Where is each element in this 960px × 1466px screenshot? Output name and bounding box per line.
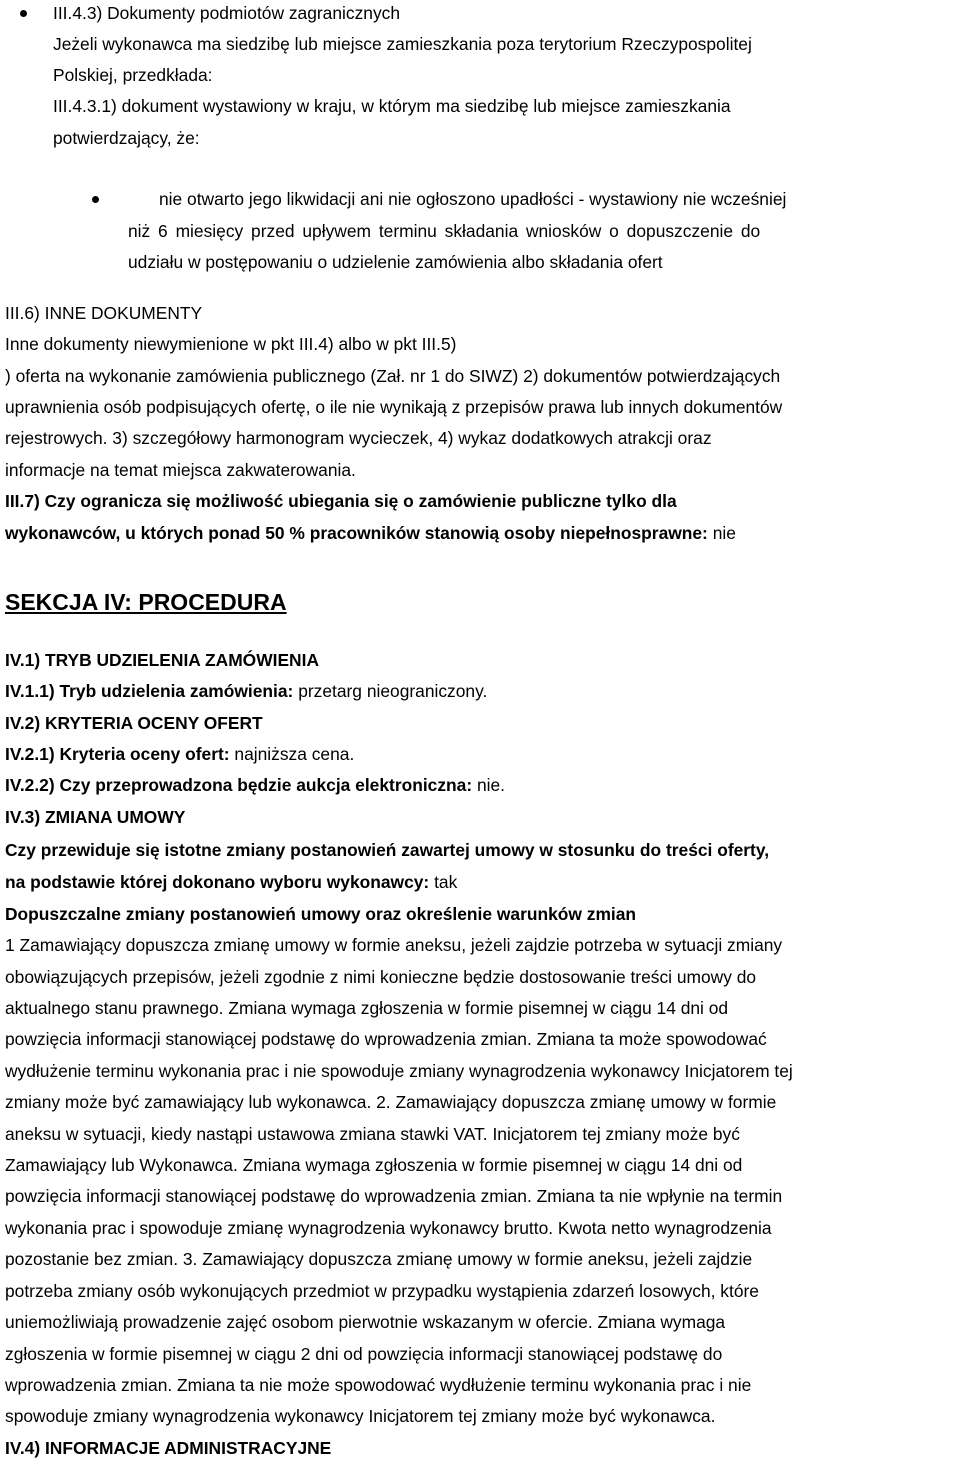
bullet-icon	[92, 196, 99, 203]
section-iv3-question-line2-row	[5, 871, 457, 893]
bullet-icon	[20, 10, 27, 17]
paragraph-line: aktualnego stanu prawnego. Zmiana wymaga zgłoszenia w formie pisemnej w ciągu 14 dni od	[5, 998, 729, 1018]
section-iv3-subtitle: Dopuszczalne zmiany postanowień umowy oraz określenie warunków zmian	[5, 904, 637, 924]
section-iii6-line5: informacje na temat miejsca zakwaterowania.	[5, 460, 356, 480]
section-iv3-question-line1: Czy przewiduje się istotne zmiany postanowień zawartej umowy w stosunku do treści oferty,	[5, 840, 770, 860]
section-iii43-intro-line1: Jeżeli wykonawca ma siedzibę lub miejsce zamieszkania poza terytorium Rzeczypospolitej	[53, 34, 752, 54]
bullet-item-line3: udziału w postępowaniu o udzielenie zamówienia albo składania ofert	[128, 252, 663, 272]
section-iv11-value: przetarg nieograniczony.	[298, 681, 488, 701]
paragraph-line: obowiązujących przepisów, jeżeli zgodnie z nimi konieczne będzie dostosowanie treści umowy do	[5, 967, 757, 987]
section-iii43-intro-line2: Polskiej, przedkłada:	[53, 65, 213, 85]
section-iii6-title: III.6) INNE DOKUMENTY	[5, 303, 203, 323]
section-iv22-row	[5, 774, 505, 796]
section-iii6-line1: Inne dokumenty niewymienione w pkt III.4) albo w pkt III.5)	[5, 334, 457, 354]
section-iii431-line1: III.4.3.1) dokument wystawiony w kraju, w którym ma siedzibę lub miejsce zamieszkania	[53, 96, 731, 116]
section-iv21-row	[5, 743, 354, 765]
section-iv3-question-answer: tak	[434, 872, 458, 892]
paragraph-line: powzięcia informacji stanowiącej podstawę do wprowadzenia zmian. Zmiana ta nie wpłynie na termin	[5, 1186, 783, 1206]
paragraph-line: uniemożliwiają prowadzenie zajęć osobom pierwotnie wskazanym w ofercie. Zmiana wymaga	[5, 1312, 726, 1332]
section-iii7-answer: nie	[712, 523, 736, 543]
paragraph-line: pozostanie bez zmian. 3. Zamawiający dopuszcza zmianę umowy w formie aneksu, jeżeli zajdzie	[5, 1249, 753, 1269]
section-iii431-line2: potwierdzający, że:	[53, 128, 200, 148]
section-iii6-line3: uprawnienia osób podpisujących ofertę, o ile nie wynikają z przepisów prawa lub innych dokumentów	[5, 397, 783, 417]
section-iii6-line2: ) oferta na wykonanie zamówienia publicznego (Zał. nr 1 do SIWZ) 2) dokumentów potwierdzających	[5, 366, 781, 386]
section-iv21-label: IV.2.1) Kryteria oceny ofert:	[5, 744, 230, 764]
bullet-item-line1: nie otwarto jego likwidacji ani nie ogłoszono upadłości - wystawiony nie wcześniej	[159, 189, 787, 209]
paragraph-line: wprowadzenia zmian. Zmiana ta nie może spowodować wydłużenie terminu wykonania prac i nie	[5, 1375, 752, 1395]
paragraph-line: wydłużenie terminu wykonania prac i nie spowoduje zmiany wynagrodzenia wykonawcy Inicjatorem tej	[5, 1061, 793, 1081]
section-iv22-value: nie.	[476, 775, 506, 795]
section-iii7-question-line2-row	[5, 522, 736, 544]
paragraph-line: potrzeba zmiany osób wykonujących przedmiot w przypadku wystąpienia zdarzeń losowych, które	[5, 1281, 759, 1301]
bullet-item-line2: niż 6 miesięcy przed upływem terminu składania wniosków o dopuszczenie do	[128, 221, 761, 241]
section-iv22-label: IV.2.2) Czy przeprowadzona będzie aukcja elektroniczna:	[5, 775, 473, 795]
section-iv21-value: najniższa cena.	[234, 744, 355, 764]
section-iv11-label: IV.1.1) Tryb udzielenia zamówienia:	[5, 681, 294, 701]
section-iv1-title: IV.1) TRYB UDZIELENIA ZAMÓWIENIA	[5, 650, 320, 670]
section-iv4-title: IV.4) INFORMACJE ADMINISTRACYJNE	[5, 1438, 332, 1458]
section-iv3-question-line2: na podstawie której dokonano wyboru wykonawcy:	[5, 872, 430, 892]
paragraph-line: wykonania prac i spowoduje zmianę wynagrodzenia wykonawcy brutto. Kwota netto wynagrodzenia	[5, 1218, 772, 1238]
paragraph-line: zgłoszenia w formie pisemnej w ciągu 2 dni od powzięcia informacji stanowiącej podstawę do	[5, 1344, 723, 1364]
section-iii43-title: III.4.3) Dokumenty podmiotów zagranicznych	[53, 3, 401, 23]
paragraph-line: Zamawiający lub Wykonawca. Zmiana wymaga zgłoszenia w formie pisemnej w ciągu 14 dni od	[5, 1155, 743, 1175]
section-iii7-question-line1: III.7) Czy ogranicza się możliwość ubiegania się o zamówienie publiczne tylko dla	[5, 491, 677, 511]
section-iv-heading: SEKCJA IV: PROCEDURA	[5, 589, 287, 615]
paragraph-line: spowoduje zmiany wynagrodzenia wykonawcy Inicjatorem tej zmiany może być wykonawca.	[5, 1406, 716, 1426]
section-iv11-row	[5, 680, 487, 702]
paragraph-line: aneksu w sytuacji, kiedy nastąpi ustawowa zmiana stawki VAT. Inicjatorem tej zmiany może być	[5, 1124, 740, 1144]
paragraph-line: zmiany może być zamawiający lub wykonawca. 2. Zamawiający dopuszcza zmianę umowy w formie	[5, 1092, 777, 1112]
section-iv2-title: IV.2) KRYTERIA OCENY OFERT	[5, 713, 263, 733]
section-iv3-title: IV.3) ZMIANA UMOWY	[5, 807, 186, 827]
section-iii6-line4: rejestrowych. 3) szczegółowy harmonogram wycieczek, 4) wykaz dodatkowych atrakcji oraz	[5, 428, 712, 448]
paragraph-line: powzięcia informacji stanowiącej podstawę do wprowadzenia zmian. Zmiana ta może spowodować	[5, 1029, 767, 1049]
section-iii7-question-line2: wykonawców, u których ponad 50 % pracowników stanowią osoby niepełnosprawne:	[5, 523, 708, 543]
paragraph-line: 1 Zamawiający dopuszcza zmianę umowy w formie aneksu, jeżeli zajdzie potrzeba w sytuacji zmiany	[5, 935, 783, 955]
